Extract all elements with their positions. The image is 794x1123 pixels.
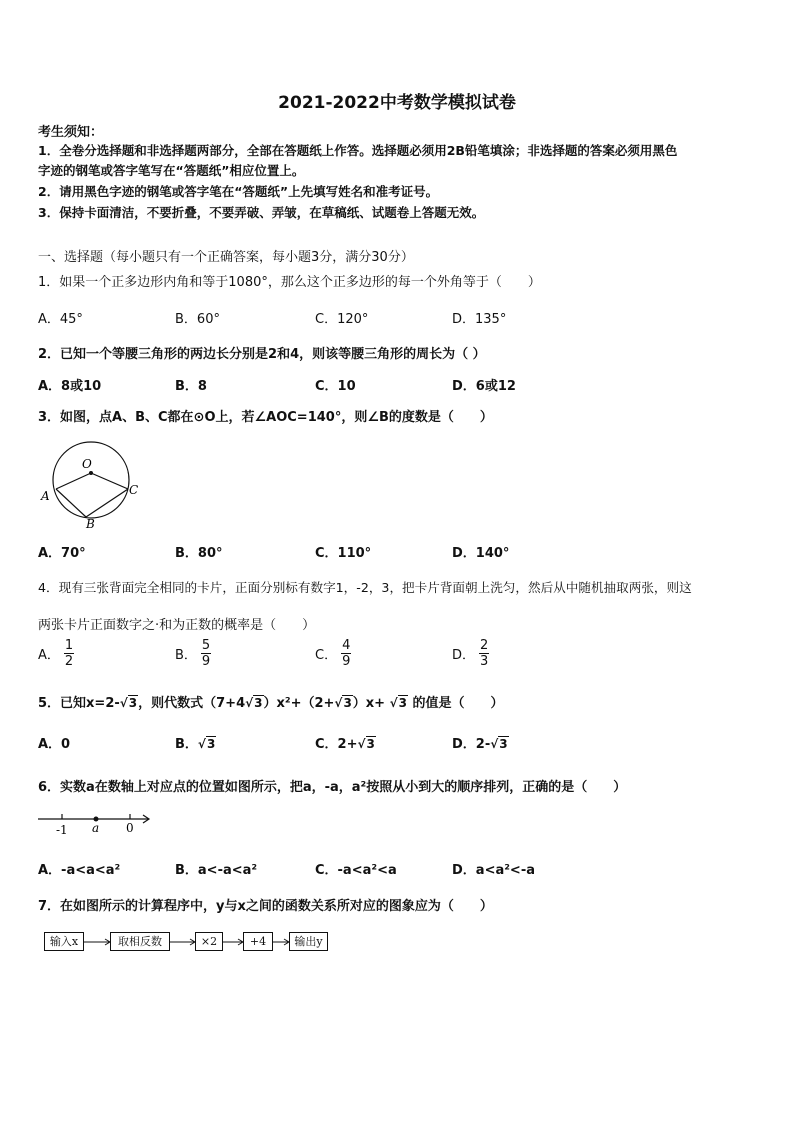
label-o: O	[82, 457, 92, 471]
q1-option-a: A．45°	[38, 312, 83, 327]
q4-option-b	[175, 638, 211, 669]
question-3-stem: 3．如图，点A、B、C都在⊙O上，若∠AOC=140°，则∠B的度数是（ ）	[38, 410, 493, 425]
question-1-stem: 1．如果一个正多边形内角和等于1080°，那么这个正多边形的每一个外角等于（ ）	[38, 275, 541, 290]
q5-option-c	[315, 733, 376, 752]
question-6-stem: 6．实数a在数轴上对应点的位置如图所示，把a，-a，a²按照从小到大的顺序排列，正确的是（ ）	[38, 780, 627, 795]
denominator: 2	[64, 654, 74, 669]
q3-option-c: C．110°	[315, 546, 372, 561]
q4-option-a-label: A．	[38, 648, 60, 663]
question-7-stem: 7．在如图所示的计算程序中，y与x之间的函数关系所对应的图象应为（ ）	[38, 899, 493, 914]
q6-option-b: B．a<-a<a²	[175, 863, 258, 878]
flow-box-negate: 取相反数	[110, 932, 170, 951]
denominator: 9	[342, 654, 351, 669]
q6-option-a: A．-a<a<a²	[38, 863, 121, 878]
q1-option-d: D．135°	[452, 312, 507, 327]
q5-option-d	[452, 733, 509, 752]
denominator: 9	[201, 654, 211, 669]
label-c: C	[129, 483, 139, 497]
axis-label-neg1: -1	[56, 823, 68, 837]
fraction	[201, 638, 211, 669]
q6-option-c: C．-a<a²<a	[315, 863, 397, 878]
flow-arrows	[82, 932, 292, 952]
q6-option-d: D．a<a²<-a	[452, 863, 535, 878]
numerator: 2	[480, 638, 489, 653]
radicand: 3	[366, 737, 375, 751]
q2-option-c: C．10	[315, 379, 356, 394]
fraction	[341, 638, 351, 669]
numerator: 5	[201, 638, 211, 653]
numerator: 4	[342, 638, 351, 653]
notice-line-1b: 字迹的钢笔或答字笔写在“答题纸”相应位置上。	[38, 163, 305, 178]
q3-option-a: A．70°	[38, 546, 86, 561]
q5-option-d-label: D．2-	[452, 737, 491, 752]
q5-text-5: 的值是（ ）	[412, 696, 504, 711]
question-2-stem: 2．已知一个等腰三角形的两边长分别是2和4，则该等腰三角形的周长为（ ）	[38, 347, 486, 362]
q4-option-a	[38, 638, 74, 669]
q4-option-c-label: C．	[315, 648, 338, 663]
sqrt-expression: √3	[197, 737, 216, 751]
circle-figure	[36, 436, 146, 531]
number-line-figure	[36, 808, 156, 840]
page-title: 2021-2022中考数学模拟试卷	[278, 93, 516, 113]
flow-box-plus4: +4	[243, 932, 273, 951]
sqrt-expression: √3	[490, 737, 508, 751]
flow-box-output: 输出y	[289, 932, 328, 951]
q1-option-c: C．120°	[315, 312, 369, 327]
notice-line-2: 2．请用黑色字迹的钢笔或答字笔在“答题纸”上先填写姓名和准考证号。	[38, 184, 439, 199]
q4-option-d-label: D．	[452, 648, 476, 663]
axis-label-a: a	[92, 821, 100, 835]
notice-line-1: 1．全卷分选择题和非选择题两部分，全部在答题纸上作答。选择题必须用2B铅笔填涂；非选择题的答案必须用黑色	[38, 143, 678, 158]
denominator: 3	[480, 654, 489, 669]
q5-text-1: 5．已知x=2-	[38, 696, 120, 711]
radicand: 3	[343, 696, 352, 710]
flow-box-input: 输入x	[44, 932, 84, 951]
flow-box-times2: ×2	[195, 932, 223, 951]
sqrt-expression: √3	[389, 696, 407, 710]
q3-option-b: B．80°	[175, 546, 223, 561]
radicand: 3	[398, 696, 407, 710]
q2-option-a: A．8或10	[38, 379, 102, 394]
axis-label-zero: 0	[126, 821, 134, 835]
notice-heading: 考生须知：	[38, 125, 104, 140]
q5-text-4: ）x+	[352, 696, 386, 711]
label-a: A	[41, 489, 50, 503]
q2-option-d: D．6或12	[452, 379, 516, 394]
sqrt-expression: √3	[245, 696, 263, 710]
sqrt-expression: √3	[357, 737, 375, 751]
q4-option-c	[315, 638, 351, 669]
radicand: 3	[254, 696, 263, 710]
q5-option-b	[175, 733, 216, 752]
numerator: 1	[64, 638, 74, 653]
q5-text-2: ，则代数式（7+4	[138, 696, 246, 711]
fraction	[64, 638, 74, 669]
question-4-stem-2: 两张卡片正面数字之·和为正数的概率是（ ）	[38, 618, 316, 633]
q5-option-c-label: C．2+	[315, 737, 358, 752]
radicand: 3	[499, 737, 508, 751]
q5-option-b-label: B．	[175, 737, 198, 752]
q2-option-b: B．8	[175, 379, 207, 394]
q5-option-a	[38, 733, 70, 752]
notice-line-3: 3．保持卡面清洁，不要折叠，不要弄破、弄皱，在草稿纸、试题卷上答题无效。	[38, 205, 485, 220]
q1-option-b: B．60°	[175, 312, 220, 327]
label-b: B	[86, 517, 95, 531]
fraction	[479, 638, 489, 669]
radicand: 3	[206, 737, 216, 751]
sqrt-expression: √3	[119, 696, 138, 710]
section-heading: 一、选择题（每小题只有一个正确答案，每小题3分，满分30分）	[38, 250, 414, 265]
question-4-stem-1: 4．现有三张背面完全相同的卡片，正面分别标有数字1，-2，3，把卡片背面朝上洗匀，然后从中随机抽取两张，则这	[38, 580, 692, 595]
q4-option-b-label: B．	[175, 648, 197, 663]
radicand: 3	[128, 696, 138, 710]
q5-text-3: ）x²+（2+	[263, 696, 335, 711]
q4-option-d	[452, 638, 489, 669]
q5-option-a-label: A．0	[38, 737, 71, 752]
question-5-stem	[38, 692, 504, 711]
q3-option-d: D．140°	[452, 546, 510, 561]
sqrt-expression: √3	[334, 696, 352, 710]
